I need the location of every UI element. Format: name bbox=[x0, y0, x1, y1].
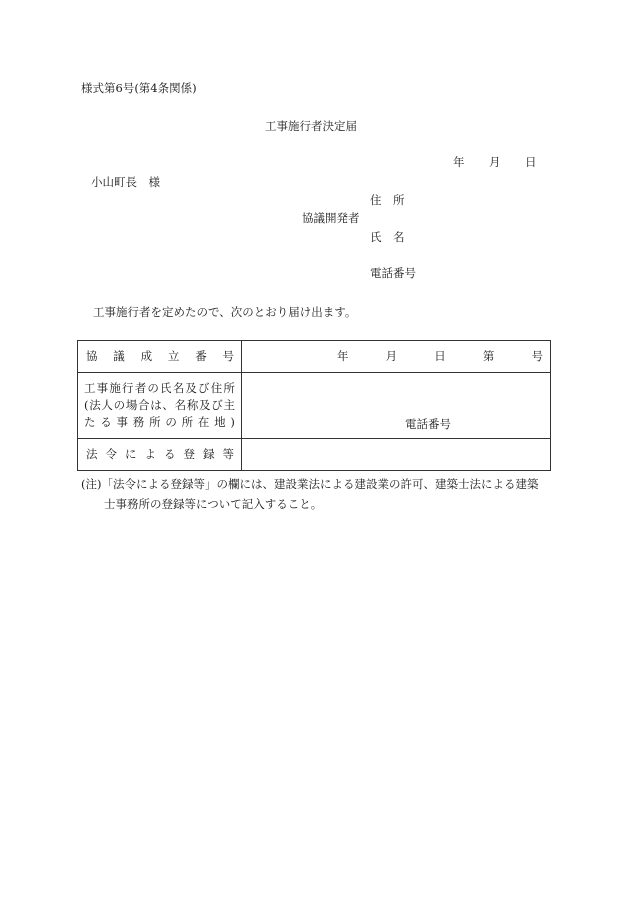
registration-label bbox=[78, 446, 241, 461]
label-char: 及 bbox=[199, 398, 211, 412]
notification-table bbox=[77, 340, 551, 471]
label-char: 及 bbox=[185, 381, 197, 395]
table-row-registration bbox=[78, 439, 551, 471]
label-char: 事 bbox=[116, 415, 129, 429]
table-row-agreement-number bbox=[78, 341, 551, 373]
label-char: 録 bbox=[203, 446, 215, 461]
agreement-number-label-cell bbox=[78, 341, 242, 373]
label-char: 名 bbox=[174, 398, 187, 412]
registration-label-cell bbox=[78, 439, 242, 471]
label-char: 施 bbox=[109, 381, 121, 395]
label-char: に bbox=[125, 446, 137, 461]
contractor-phone-label: 電話番号 bbox=[405, 416, 451, 431]
label-char: 称 bbox=[186, 398, 199, 412]
label-char: た bbox=[84, 415, 96, 429]
label-char: 法 bbox=[89, 398, 101, 412]
label-char: 令 bbox=[105, 446, 117, 461]
label-char: 協 bbox=[86, 348, 98, 363]
label-char: は bbox=[150, 398, 162, 412]
form-number: 様式第6号(第4条関係) bbox=[81, 81, 197, 95]
label-char: 所 bbox=[223, 381, 235, 395]
label-char: 人 bbox=[101, 398, 113, 412]
contractor-label-cell bbox=[78, 373, 242, 439]
agreement-number-value-cell[interactable] bbox=[242, 341, 551, 373]
phone-label: 電話番号 bbox=[370, 266, 416, 280]
addressee: 小山町長 様 bbox=[91, 175, 160, 189]
label-char: 登 bbox=[183, 446, 195, 461]
label-char: の bbox=[113, 398, 126, 412]
label-char: 、 bbox=[162, 398, 174, 412]
contractor-label-line-1 bbox=[84, 380, 235, 397]
label-char: 名 bbox=[172, 381, 185, 395]
intro-text: 工事施行者を定めたので、次のとおり届け出ます。 bbox=[93, 305, 357, 319]
agreement-go: 号 bbox=[531, 348, 543, 363]
label-char: び bbox=[198, 381, 210, 395]
contractor-value-cell[interactable] bbox=[242, 373, 551, 439]
document-title: 工事施行者決定届 bbox=[265, 119, 357, 133]
label-char: 行 bbox=[122, 381, 134, 395]
date-year: 年 bbox=[453, 155, 465, 169]
address-label: 住 所 bbox=[370, 193, 405, 207]
name-label: 氏 名 bbox=[370, 230, 405, 244]
label-char: 者 bbox=[134, 381, 147, 395]
label-char: 地 bbox=[214, 415, 226, 429]
agreement-date-fields bbox=[242, 348, 550, 363]
applicant-role: 協議開発者 bbox=[302, 211, 360, 225]
label-char: る bbox=[164, 446, 176, 461]
label-char: 工 bbox=[84, 381, 96, 395]
label-char: 主 bbox=[223, 398, 235, 412]
date-month: 月 bbox=[489, 155, 501, 169]
agreement-year: 年 bbox=[337, 348, 349, 363]
label-char: 所 bbox=[149, 415, 161, 429]
label-char: 成 bbox=[140, 348, 153, 363]
label-char: 立 bbox=[167, 348, 180, 363]
label-char: 等 bbox=[222, 446, 234, 461]
label-char: 住 bbox=[210, 381, 223, 395]
contractor-label-line-3 bbox=[84, 414, 235, 431]
footnote bbox=[81, 474, 551, 514]
label-char: の bbox=[147, 381, 159, 395]
table-row-contractor bbox=[78, 373, 551, 439]
label-char: 氏 bbox=[160, 381, 172, 395]
label-char: 議 bbox=[113, 348, 125, 363]
label-char: よ bbox=[144, 446, 156, 461]
label-char: 番 bbox=[195, 348, 207, 363]
label-char: 務 bbox=[132, 415, 145, 429]
agreement-dai: 第 bbox=[482, 348, 495, 363]
label-char: ) bbox=[230, 415, 235, 429]
label-char: 在 bbox=[197, 415, 210, 429]
date-day: 日 bbox=[525, 155, 537, 169]
label-char: 合 bbox=[138, 398, 150, 412]
label-char: 法 bbox=[86, 446, 98, 461]
label-char: の bbox=[165, 415, 177, 429]
contractor-label bbox=[78, 380, 241, 431]
registration-value-cell[interactable] bbox=[242, 439, 551, 471]
contractor-label-line-2 bbox=[84, 397, 235, 414]
footnote-line-1: (注)「法令による登録等」の欄には、建設業法による建設業の許可、建築士法による建築 bbox=[81, 477, 539, 491]
label-char: 事 bbox=[96, 381, 109, 395]
label-char: 場 bbox=[125, 398, 138, 412]
label-char: び bbox=[211, 398, 223, 412]
agreement-month: 月 bbox=[385, 348, 398, 363]
label-char: 所 bbox=[181, 415, 194, 429]
label-char: る bbox=[100, 415, 112, 429]
agreement-number-label bbox=[78, 348, 241, 363]
label-char: ( bbox=[84, 398, 89, 412]
footnote-line-2: 士事務所の登録等について記入すること。 bbox=[104, 497, 323, 511]
agreement-day: 日 bbox=[434, 348, 446, 363]
label-char: 号 bbox=[222, 348, 234, 363]
